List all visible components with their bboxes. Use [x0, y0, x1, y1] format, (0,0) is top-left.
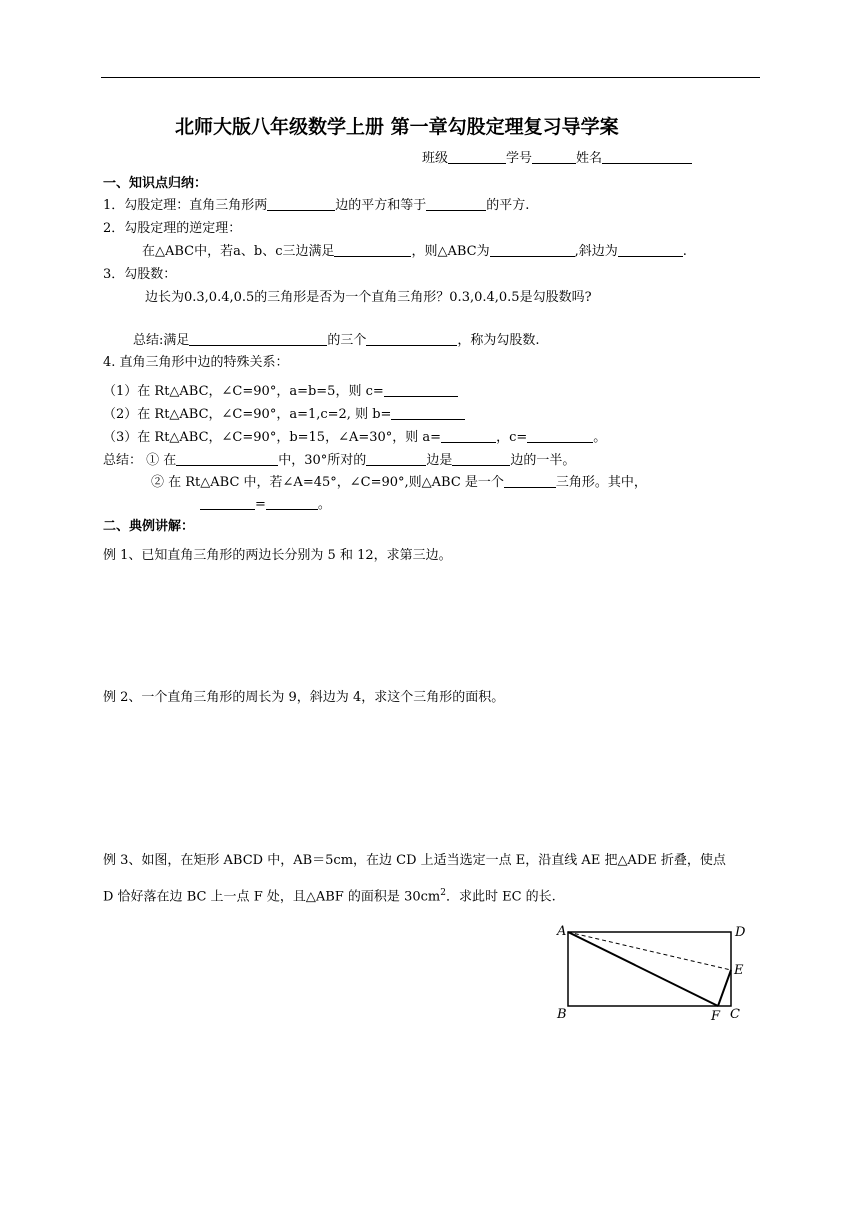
segment-ef — [718, 970, 731, 1006]
point-3-summary — [133, 332, 540, 350]
label-b: B — [557, 1007, 567, 1022]
label-c: C — [730, 1007, 740, 1022]
summary-1-text-b: 中，30°所对的 — [278, 453, 367, 468]
point-4-summary-2 — [151, 474, 647, 492]
point-3-summary-b: 的三个 — [327, 333, 367, 348]
label-d: D — [735, 925, 746, 940]
point-2-body — [142, 243, 687, 261]
point-2-text-c: ,斜边为 — [574, 244, 618, 259]
point-3-summary-c: ，称为勾股数. — [457, 333, 540, 348]
point-4-item-1 — [103, 383, 458, 401]
student-info — [422, 150, 692, 168]
blank-2b[interactable] — [490, 243, 575, 257]
example-3-line-1: 例 3、如图，在矩形 ABCD 中，AB＝5cm，在边 CD 上适当选定一点 E，沿直线 AE 把△ADE 折叠，使点 — [103, 853, 726, 868]
blank-4-3a[interactable] — [441, 429, 496, 443]
example-1: 例 1、已知直角三角形的两边长分别为 5 和 12，求第三边。 — [103, 548, 452, 563]
point-3-question: 边长为0.3,0.4,0.5的三角形是否为一个直角三角形？0.3,0.4,0.5是勾股数吗? — [145, 290, 592, 305]
point-1 — [103, 197, 529, 215]
point-1-text-b: 边的平方和等于 — [335, 198, 427, 213]
blank-1b[interactable] — [426, 197, 486, 211]
blank-3b[interactable] — [366, 332, 457, 346]
class-blank[interactable] — [448, 150, 506, 164]
rectangle-fold-figure — [550, 918, 750, 1028]
id-label: 学号 — [506, 151, 533, 166]
point-3-heading: 3．勾股数： — [103, 267, 177, 282]
point-2-text-a: 在△ABC中，若a、b、c三边满足 — [142, 244, 335, 259]
summary-1-text-d: 边的一半。 — [510, 453, 576, 468]
segment-ae-dashed — [568, 932, 731, 970]
point-4-summary-1 — [103, 452, 575, 470]
point-4-item-2 — [103, 406, 465, 424]
point-4-item-3 — [103, 429, 606, 447]
point-4-item-1-text: （1）在 Rt△ABC，∠C=90°，a=b=5，则 c= — [103, 384, 384, 399]
name-blank[interactable] — [602, 150, 692, 164]
blank-1a[interactable] — [267, 197, 335, 211]
blank-4-2[interactable] — [391, 406, 465, 420]
example-3-line-2 — [103, 884, 556, 906]
blank-s1a[interactable] — [176, 452, 278, 466]
example-3-superscript: 2 — [440, 888, 446, 898]
point-2-heading: 2．勾股定理的逆定理： — [103, 221, 242, 236]
example-3-text-b: ．求此时 EC 的长. — [445, 889, 556, 905]
blank-4-1[interactable] — [384, 383, 458, 397]
page-title: 北师大版八年级数学上册 第一章勾股定理复习导学案 — [175, 116, 619, 138]
example-2: 例 2、一个直角三角形的周长为 9，斜边为 4，求这个三角形的面积。 — [103, 690, 505, 705]
summary-1-text-c: 边是 — [426, 453, 453, 468]
section-2-heading: 二、典例讲解： — [103, 519, 195, 534]
summary-2-text-b: 三角形。其中， — [555, 475, 647, 490]
id-blank[interactable] — [532, 150, 576, 164]
blank-s2a[interactable] — [504, 474, 556, 488]
blank-s3a[interactable] — [200, 496, 255, 510]
point-4-item-3-text-b: ，c= — [496, 430, 528, 445]
point-4-summary-3 — [200, 496, 331, 514]
point-4-item-3-text-c: 。 — [593, 430, 607, 445]
class-label: 班级 — [422, 151, 449, 166]
point-4-heading: 4. 直角三角形中边的特殊关系： — [103, 355, 289, 370]
label-e: E — [734, 963, 744, 978]
point-1-text-a: 1．勾股定理：直角三角形两 — [103, 198, 268, 213]
point-2-text-b: ，则△ABC为 — [411, 244, 490, 259]
section-1-heading: 一、知识点归纳： — [103, 176, 208, 191]
point-4-item-2-text: （2）在 Rt△ABC，∠C=90°，a=1,c=2, 则 b= — [103, 407, 392, 422]
blank-2a[interactable] — [334, 243, 411, 257]
summary-3-text-b: 。 — [317, 497, 331, 512]
blank-4-3b[interactable] — [527, 429, 593, 443]
blank-s1b[interactable] — [366, 452, 426, 466]
summary-1-text-a: 总结： ① 在 — [103, 453, 177, 468]
point-3-summary-a: 总结:满足 — [133, 333, 190, 348]
summary-2-text-a: ② 在 Rt△ABC 中，若∠A=45°，∠C=90°,则△ABC 是一个 — [151, 475, 504, 490]
label-a: A — [557, 924, 567, 939]
point-1-text-c: 的平方. — [486, 198, 530, 213]
blank-2c[interactable] — [618, 243, 683, 257]
segment-af — [568, 932, 718, 1006]
point-2-text-d: . — [682, 244, 687, 259]
blank-s1c[interactable] — [452, 452, 510, 466]
name-label: 姓名 — [576, 151, 603, 166]
point-4-item-3-text-a: （3）在 Rt△ABC，∠C=90°，b=15，∠A=30°，则 a= — [103, 430, 442, 445]
blank-3a[interactable] — [189, 332, 327, 346]
example-3-text-a: D 恰好落在边 BC 上一点 F 处，且△ABF 的面积是 30cm — [103, 889, 441, 905]
blank-s3b[interactable] — [266, 496, 318, 510]
top-rule — [101, 77, 760, 78]
summary-3-text-a: = — [255, 497, 266, 512]
label-f: F — [711, 1009, 721, 1024]
